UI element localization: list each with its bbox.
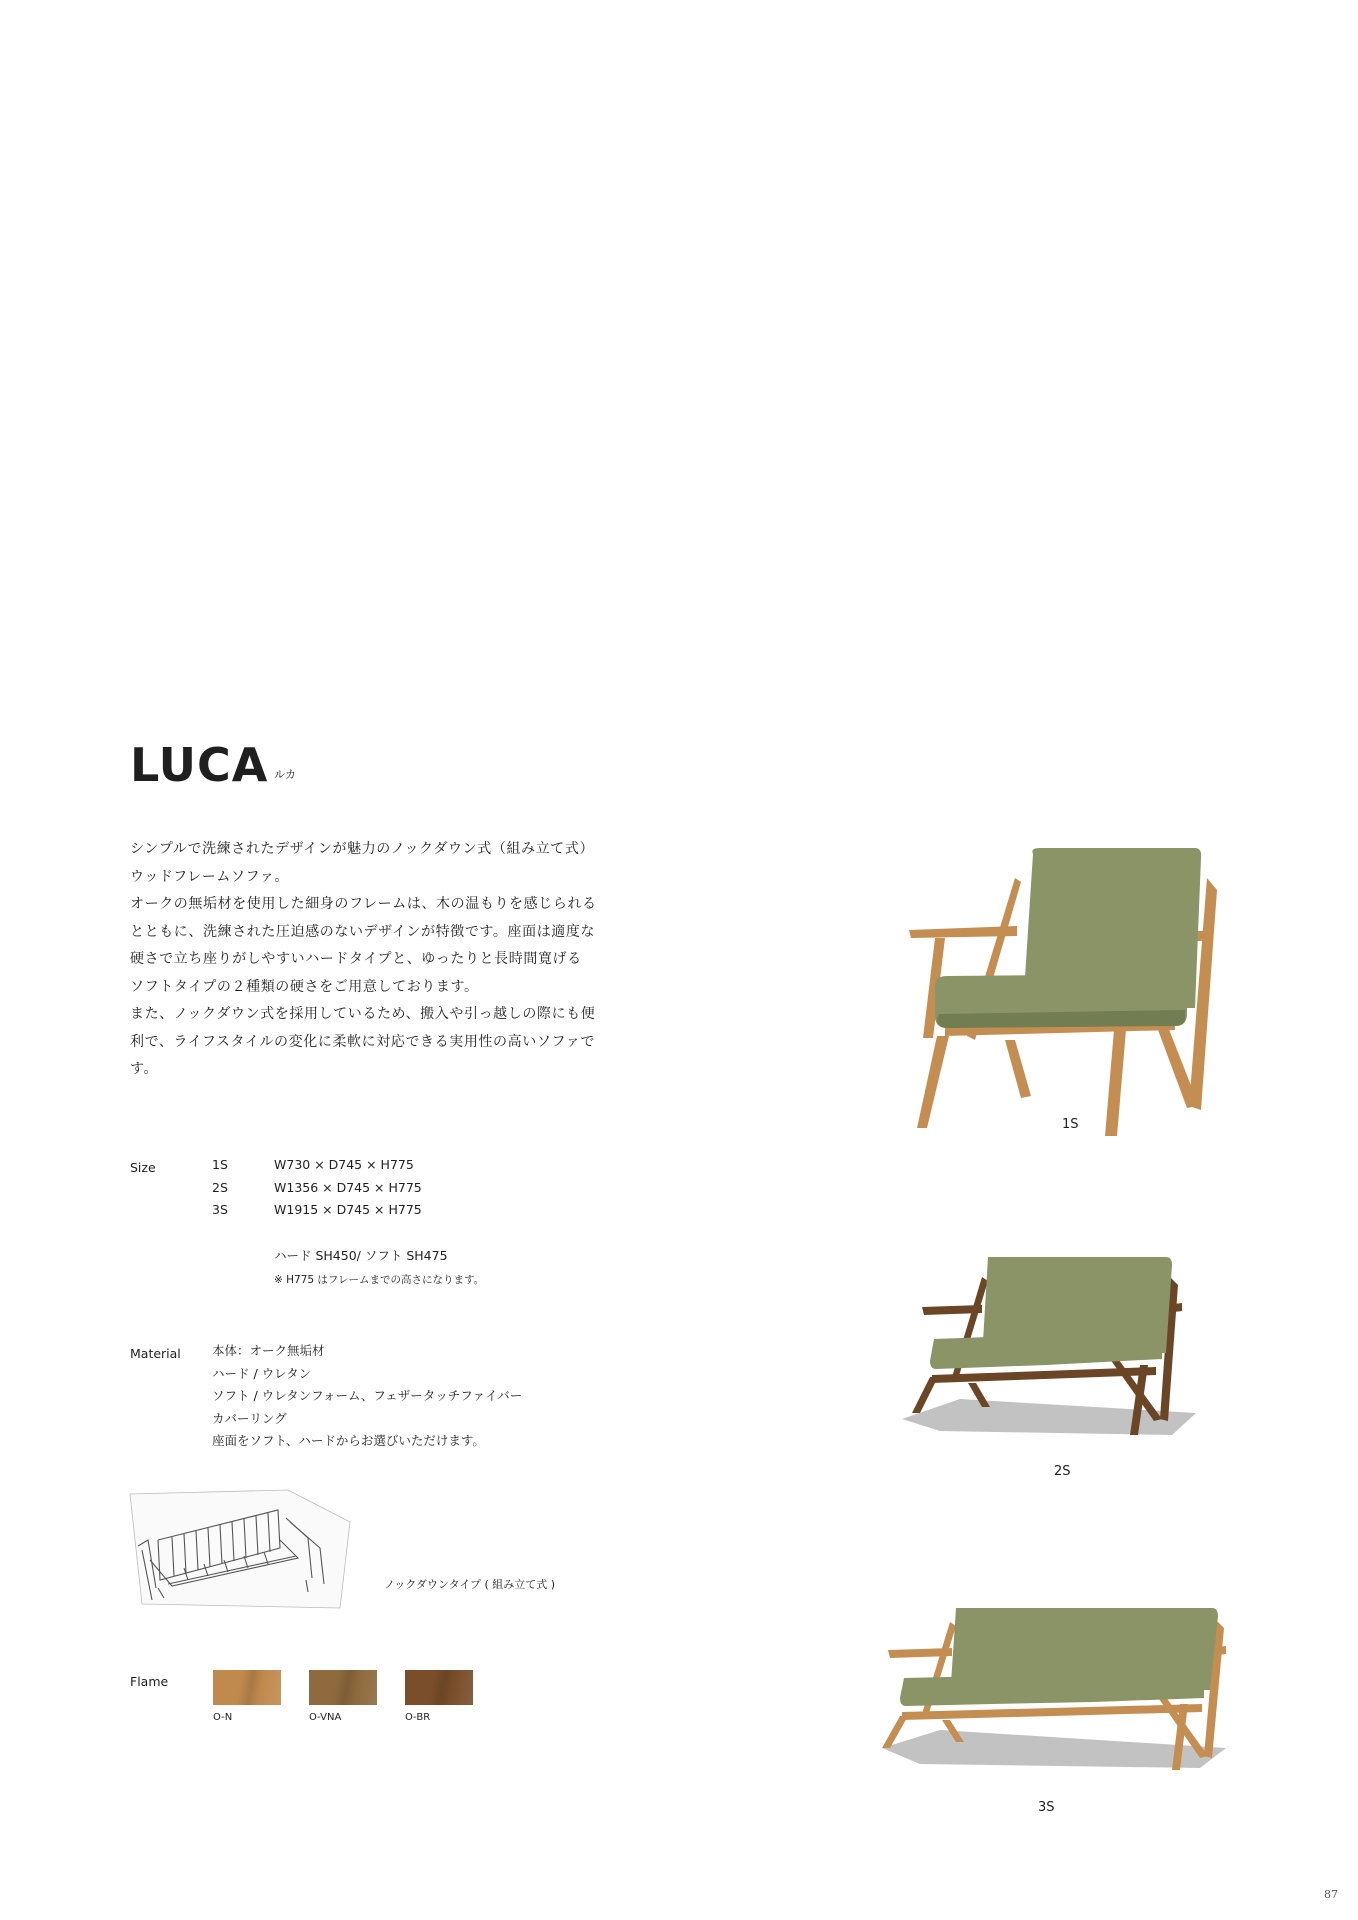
flame-label: Flame xyxy=(130,1674,169,1689)
swatch-label: O-N xyxy=(213,1712,233,1723)
material-label: Material xyxy=(130,1346,181,1361)
description-line: オークの無垢材を使用した細身のフレームは、木の温もりを感じられる xyxy=(130,896,597,912)
material-line: 本体：オーク無垢材 xyxy=(212,1343,325,1358)
seat-height: ハード SH450/ ソフト SH475 xyxy=(274,1248,448,1263)
material-line: ソフト / ウレタンフォーム、フェザータッチファイバー xyxy=(212,1388,523,1403)
product-title-kana: ルカ xyxy=(274,768,296,781)
page-number: 87 xyxy=(1324,1888,1338,1901)
sofa-1s-image xyxy=(905,848,1235,1140)
description-line: 利で、ライフスタイルの変化に柔軟に対応できる実用性の高いソファで xyxy=(130,1033,595,1050)
description-line: ソフトタイプの２種類の硬さをご用意しております。 xyxy=(130,978,479,995)
frame-swatch-o-vna xyxy=(309,1670,377,1705)
size-code: 2S xyxy=(212,1179,228,1195)
product-title: LUCA xyxy=(130,738,269,792)
sofa-3s-image xyxy=(880,1608,1230,1773)
material-line: ハード / ウレタン xyxy=(212,1365,312,1381)
frame-swatch-o-n xyxy=(213,1670,281,1705)
size-dimensions: W730 × D745 × H775 xyxy=(274,1157,414,1172)
sofa-2s-image xyxy=(900,1255,1200,1440)
frame-swatch-o-br xyxy=(405,1670,473,1705)
sofa-1s-label: 1S xyxy=(1062,1117,1079,1132)
description-line: 硬さで立ち座りがしやすいハードタイプと、ゆったりと長時間寛げる xyxy=(130,951,582,967)
knockdown-caption: ノックダウンタイプ ( 組み立て式 ) xyxy=(384,1578,556,1591)
size-code: 1S xyxy=(212,1157,228,1172)
sofa-2s-label: 2S xyxy=(1054,1464,1071,1479)
size-code: 3S xyxy=(212,1202,228,1217)
description-line: ウッドフレームソファ。 xyxy=(130,868,290,885)
knockdown-sketch-image xyxy=(128,1488,353,1613)
size-dimensions: W1356 × D745 × H775 xyxy=(274,1179,422,1195)
material-line: 座面をソフト、ハードからお選びいただけます。 xyxy=(212,1433,485,1448)
size-row xyxy=(212,1199,422,1222)
description-line: とともに、洗練された圧迫感のないデザインが特徴です。座面は適度な xyxy=(130,923,596,940)
material-line: カバーリング xyxy=(212,1410,287,1426)
description-line: す。 xyxy=(130,1061,159,1077)
product-description xyxy=(130,836,610,1084)
description-line: また、ノックダウン式を採用しているため、搬入や引っ越しの際にも便 xyxy=(130,1006,596,1022)
height-note: ※ H775 はフレームまでの高さになります。 xyxy=(274,1274,485,1286)
description-line: シンプルで洗練されたデザインが魅力のノックダウン式（組み立て式） xyxy=(130,841,595,857)
sofa-3s-label: 3S xyxy=(1038,1800,1055,1815)
size-dimensions: W1915 × D745 × H775 xyxy=(274,1202,422,1217)
swatch-label: O-BR xyxy=(405,1712,431,1723)
swatch-label: O-VNA xyxy=(309,1712,342,1723)
size-row xyxy=(212,1177,422,1200)
size-label: Size xyxy=(130,1160,156,1175)
size-table xyxy=(212,1154,422,1222)
size-row xyxy=(212,1154,422,1177)
material-list xyxy=(212,1340,522,1453)
